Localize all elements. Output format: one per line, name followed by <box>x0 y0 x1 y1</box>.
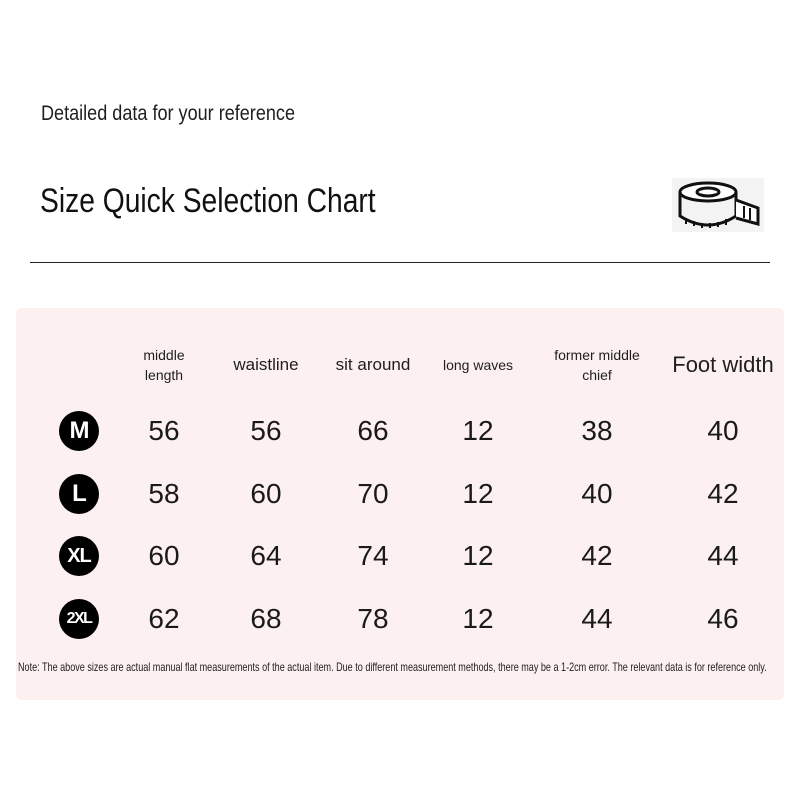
header-divider <box>30 262 770 263</box>
table-cell: 60 <box>250 477 282 509</box>
table-cell: 64 <box>250 540 282 572</box>
table-row <box>40 588 784 651</box>
table-cell: 40 <box>581 477 613 509</box>
table-cell: 40 <box>707 415 739 447</box>
table-cell: 12 <box>462 477 494 509</box>
table-cell: 70 <box>357 477 389 509</box>
measuring-tape-icon <box>672 178 764 232</box>
table-cell: 74 <box>357 540 389 572</box>
table-cell: 66 <box>357 415 389 447</box>
table-row <box>40 463 784 526</box>
page-title: Size Quick Selection Chart <box>40 182 376 220</box>
subtitle: Detailed data for your reference <box>41 102 295 125</box>
column-header: sit around <box>335 355 411 374</box>
table-cell: 12 <box>462 415 494 447</box>
table-row <box>40 525 784 588</box>
table-cell: 44 <box>707 540 739 572</box>
table-cell: 38 <box>581 415 613 447</box>
column-header: waistline <box>233 355 299 374</box>
column-header: middle length <box>143 347 185 383</box>
table-cell: 42 <box>581 540 613 572</box>
size-badge: XL <box>59 536 99 576</box>
table-cell: 68 <box>250 602 282 634</box>
size-badge: 2XL <box>59 599 99 639</box>
size-badge: L <box>59 474 99 514</box>
table-cell: 78 <box>357 602 389 634</box>
table-cell: 12 <box>462 602 494 634</box>
table-cell: 44 <box>581 602 613 634</box>
measurement-note: Note: The above sizes are actual manual flat measurements of the actual item. Due to different measurement methods, there may be a 1-2cm error. The relevant data is for reference only. <box>18 660 767 674</box>
table-cell: 56 <box>250 415 282 447</box>
table-cell: 42 <box>707 477 739 509</box>
table-header-row <box>40 330 784 400</box>
size-column-header <box>40 330 118 400</box>
size-table <box>40 330 784 650</box>
table-cell: 56 <box>148 415 180 447</box>
table-row <box>40 400 784 463</box>
column-header: long waves <box>442 357 514 373</box>
column-header: Foot width <box>672 352 774 377</box>
table-cell: 60 <box>148 540 180 572</box>
table-cell: 12 <box>462 540 494 572</box>
table-cell: 46 <box>707 602 739 634</box>
size-badge: M <box>59 411 99 451</box>
column-header: former middle chief <box>554 347 640 383</box>
table-cell: 58 <box>148 477 180 509</box>
table-cell: 62 <box>148 602 180 634</box>
